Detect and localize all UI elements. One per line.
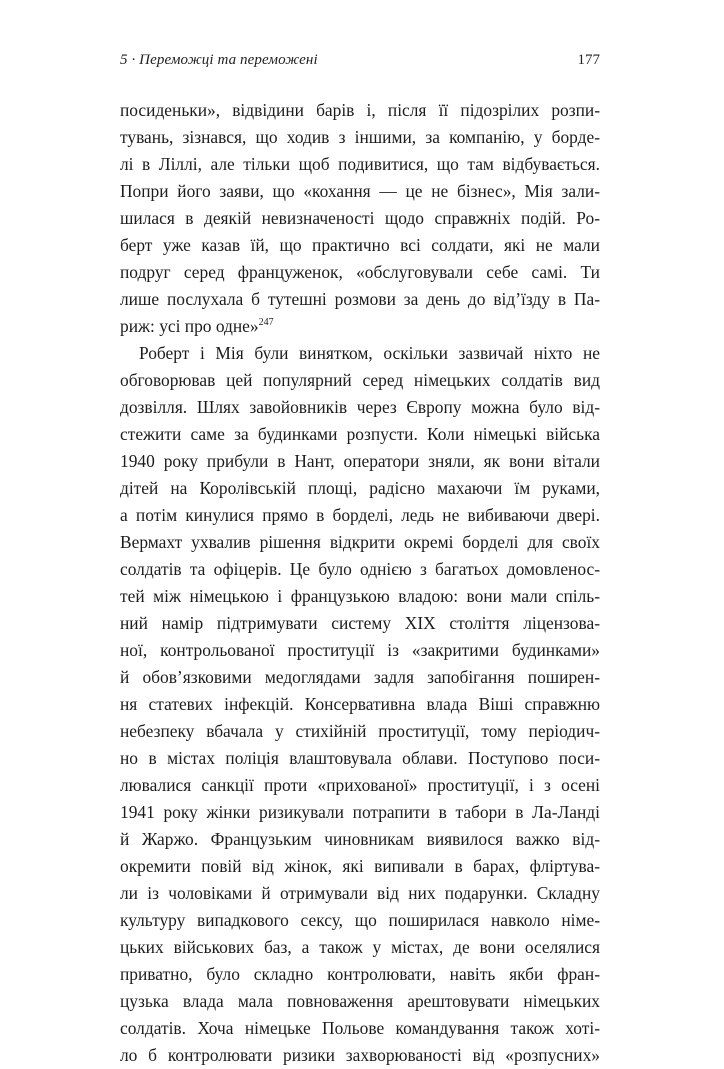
text-line: 1940 року прибули в Нант, оператори зняли, як вони вітали xyxy=(120,451,600,471)
paragraph-first-line: Роберт і Мія були винятком, оскільки зазвичай ніхто не xyxy=(139,343,600,363)
text-line: берт уже казав їй, що практично всі солдати, які не мали xyxy=(120,235,600,255)
text-line: солдатів. Хоча німецьке Польове командування також хоті- xyxy=(120,1018,600,1038)
text-line: дітей на Королівській площі, радісно махаючи їм руками, xyxy=(120,478,600,498)
text-line: риж: усі про одне» xyxy=(120,316,259,336)
text-line: а потім кинулися прямо в борделі, ледь не вибиваючи двері. xyxy=(120,505,600,525)
text-line: солдатів та офіцерів. Це було однією з багатьох домовленос- xyxy=(120,559,600,579)
page-number: 177 xyxy=(577,52,600,68)
text-line: ної, контрольованої проституції із «закритими будинками» xyxy=(120,640,600,660)
text-line: ня статевих інфекцій. Консервативна влада Віші справжню xyxy=(120,694,600,714)
text-line: Попри його заяви, що «кохання — це не бізнес», Мія зали- xyxy=(120,181,600,201)
text-line: Вермахт ухвалив рішення відкрити окремі борделі для своїх xyxy=(120,532,600,552)
text-line: 1941 року жінки ризикували потрапити в табори в Ла-Ланді xyxy=(120,802,600,822)
text-line: приватно, було складно контролювати, навіть якби фран- xyxy=(120,964,600,984)
body-text xyxy=(120,97,600,1069)
footnote-reference[interactable]: 247 xyxy=(258,317,274,328)
text-line: подруг серед француженок, «обслуговували себе самі. Ти xyxy=(120,262,600,282)
text-line: ло б контролювати ризики захворюваності від «розпусних» xyxy=(120,1045,600,1065)
text-line: но в містах поліція влаштовувала облави. Поступово поси- xyxy=(120,748,600,768)
text-line: дозвілля. Шлях завойовників через Європу можна було від- xyxy=(120,397,600,417)
text-line: лі в Ліллі, але тільки щоб подивитися, що там відбувається. xyxy=(120,154,600,174)
chapter-title: 5 · Переможці та переможені xyxy=(120,52,318,68)
text-line: шилася в деякій невизначеності щодо справжніх подій. Ро- xyxy=(120,208,600,228)
text-line: стежити саме за будинками розпусти. Коли німецькі війська xyxy=(120,424,600,444)
text-line: небезпеку вбачала у стихійній проституції, тому періодич- xyxy=(120,721,600,741)
text-line: тей між німецькою і французькою владою: вони мали спіль- xyxy=(120,586,600,606)
text-line: ли із чоловіками й отримували від них подарунки. Складну xyxy=(120,883,600,903)
text-line: ний намір підтримувати систему XIX століття ліцензова- xyxy=(120,613,600,633)
text-line: лювалися санкції проти «прихованої» проституції, і з осені xyxy=(120,775,600,795)
text-line: обговорював цей популярний серед німецьких солдатів вид xyxy=(120,370,600,390)
text-line: культуру випадкового сексу, що поширилася навколо німе- xyxy=(120,910,600,930)
text-line: посиденьки», відвідини барів і, після її підозрілих розпи- xyxy=(120,100,600,120)
paragraph-end-line xyxy=(120,313,600,340)
text-line: тувань, зізнався, що ходив з іншими, за компанію, у борде- xyxy=(120,127,600,147)
text-line: цьких військових баз, а також у містах, де вони оселялися xyxy=(120,937,600,957)
text-line: окремити повій від жінок, які випивали в барах, фліртува- xyxy=(120,856,600,876)
running-header xyxy=(120,52,600,74)
text-line: й Жаржо. Французьким чиновникам виявилося важко від- xyxy=(120,829,600,849)
text-line: й обов’язковими медоглядами задля запобігання поширен- xyxy=(120,667,600,687)
text-line: лише послухала б тутешні розмови за день до від’їзду в Па- xyxy=(120,289,600,309)
text-line: цузька влада мала повноваження арештовувати німецьких xyxy=(120,991,600,1011)
